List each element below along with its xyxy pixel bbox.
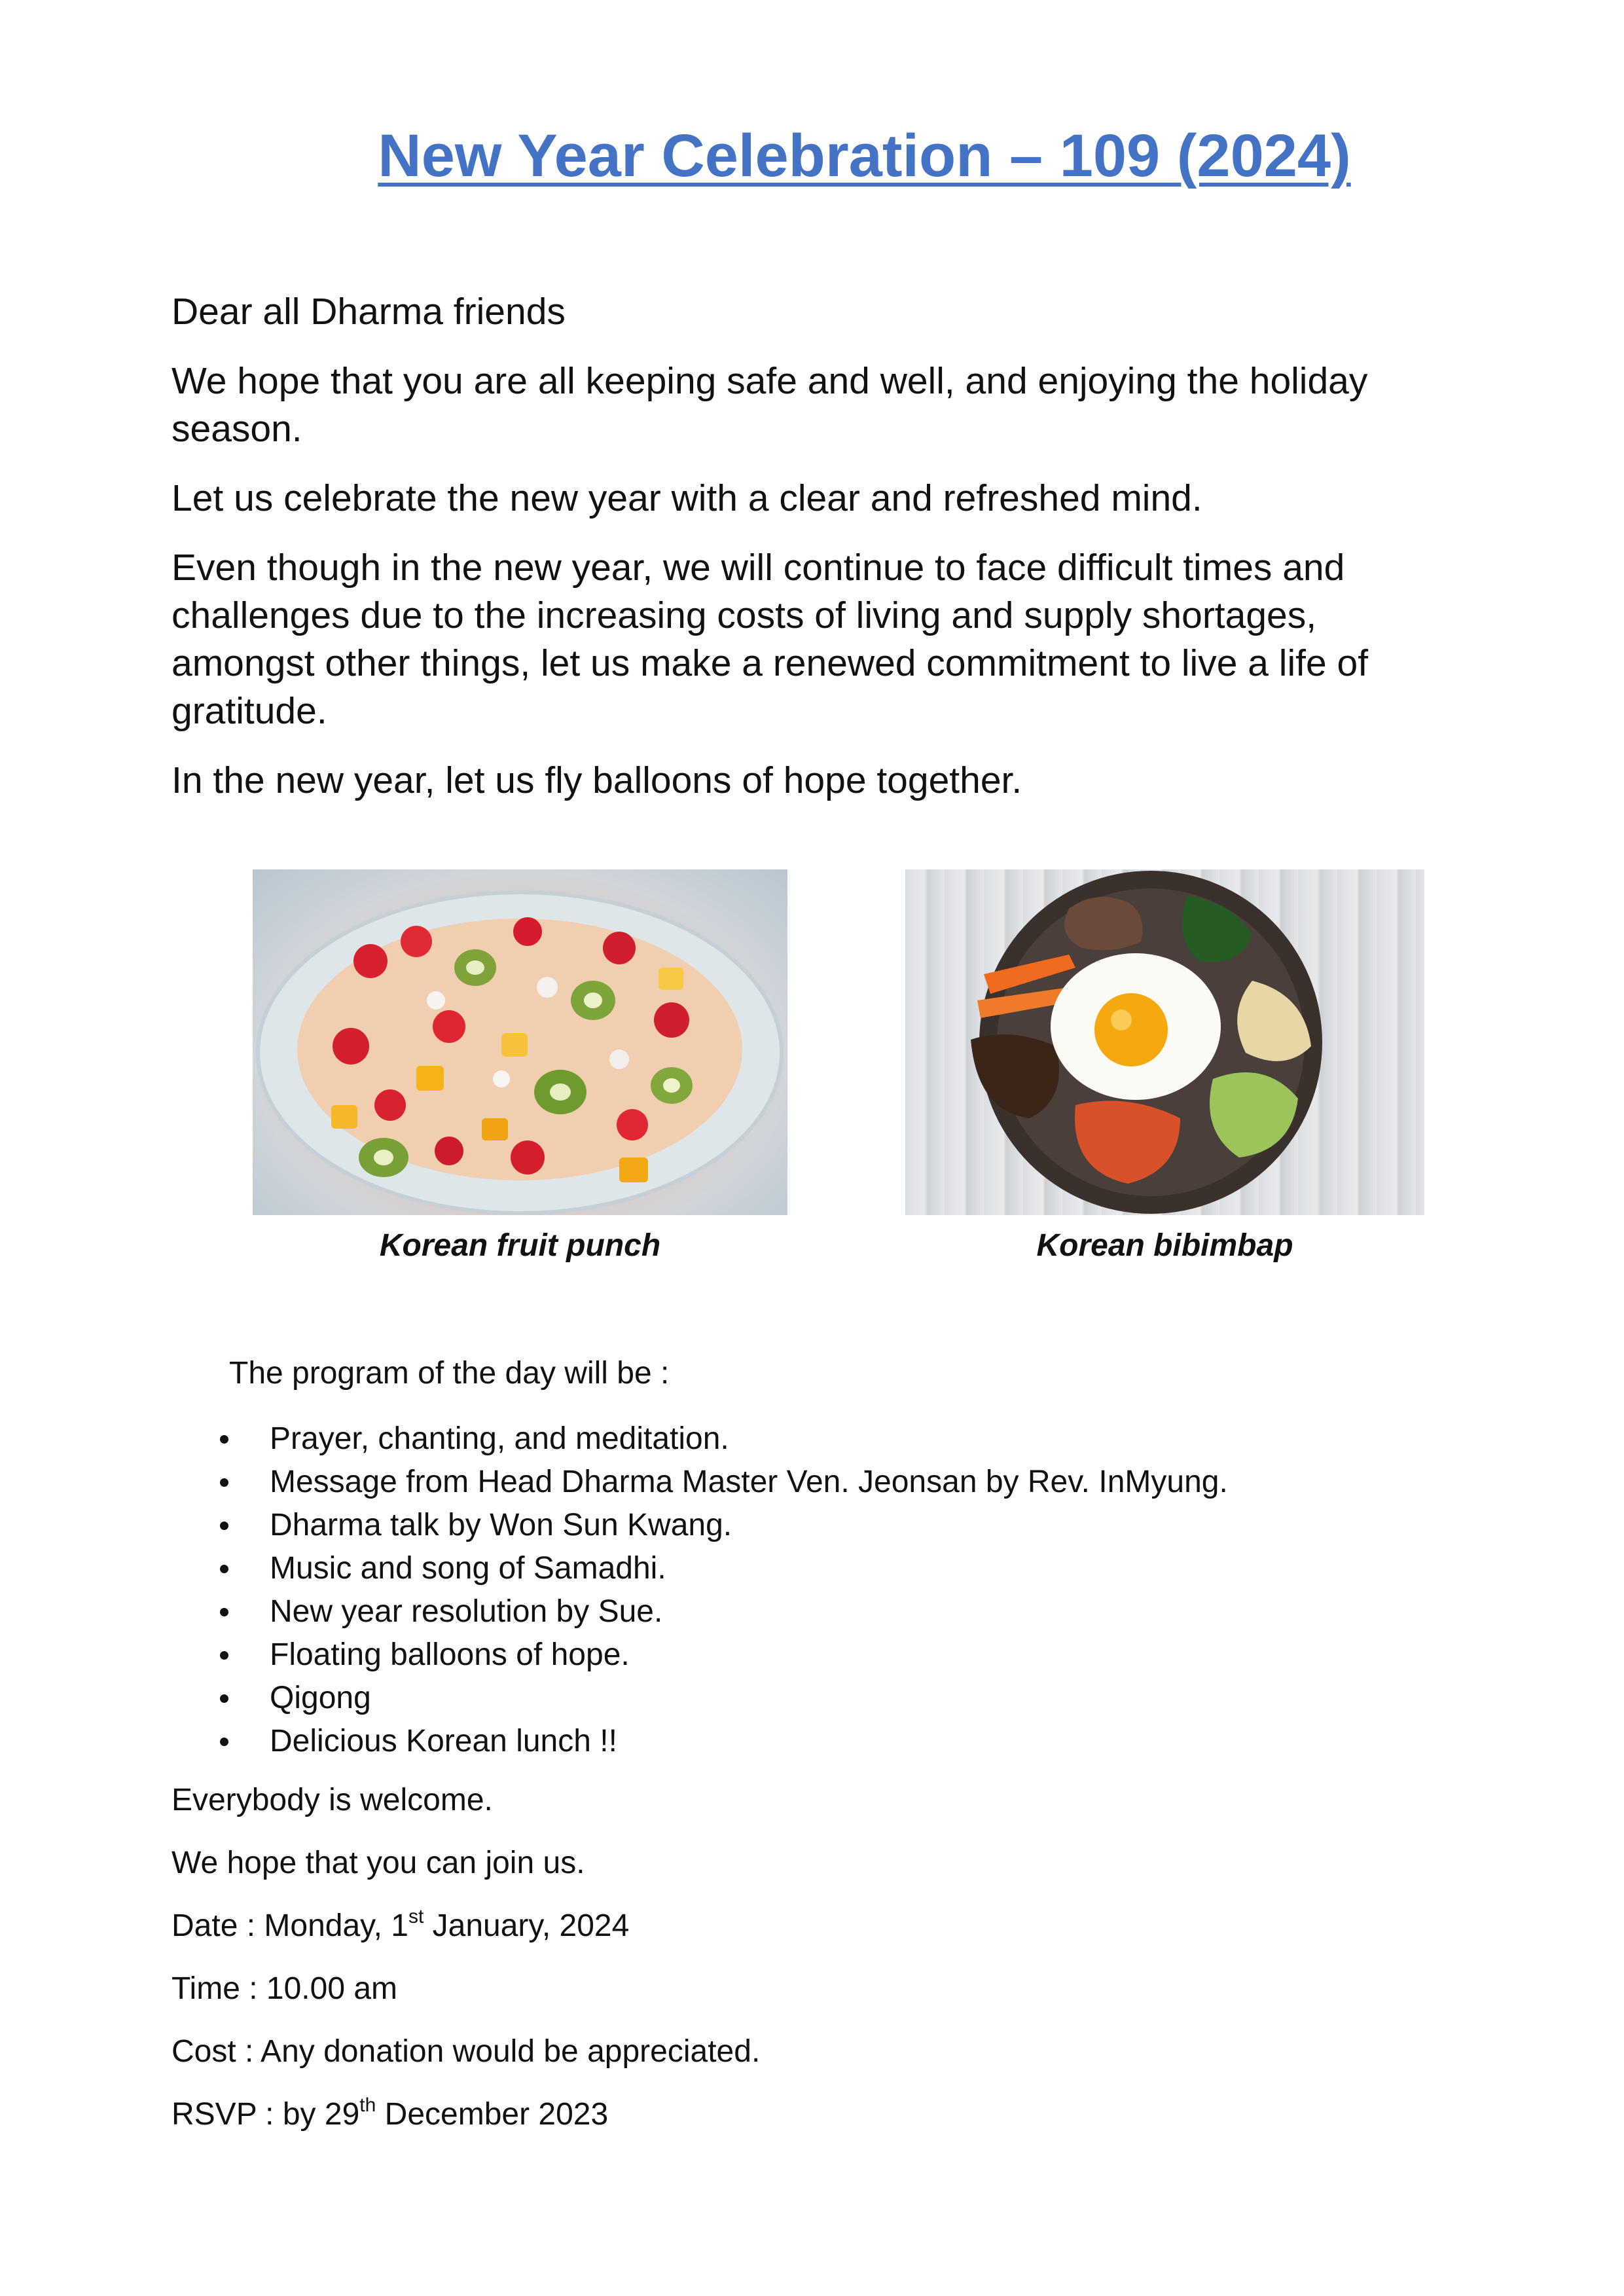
paragraph-commitment: Even though in the new year, we will continue to face difficult times and challenges due to the increasing costs of living and supply shortages, amongst other things, let us make a renewed commitment to live a life of gratitude. xyxy=(171,547,1369,732)
program-item-text: Music and song of Samadhi. xyxy=(270,1551,666,1586)
event-date xyxy=(171,1906,760,1969)
date-ordinal: st xyxy=(408,1906,424,1927)
paragraph-balloons: In the new year, let us fly balloons of hope together. xyxy=(171,759,1022,801)
event-cost: Cost : Any donation would be appreciated. xyxy=(171,2034,761,2069)
program-item xyxy=(216,1461,1228,1504)
program-item xyxy=(216,1547,1228,1590)
paragraph-wellbeing: We hope that you are all keeping safe and well, and enjoying the holiday season. xyxy=(171,360,1368,450)
event-details xyxy=(171,1781,760,2158)
bullet-icon xyxy=(220,1738,228,1746)
bullet-icon xyxy=(220,1565,228,1573)
program-intro: The program of the day will be : xyxy=(229,1356,670,1391)
program-item xyxy=(216,1590,1228,1633)
program-item xyxy=(216,1633,1228,1677)
rsvp-ordinal: th xyxy=(359,2094,376,2116)
bullet-icon xyxy=(220,1694,228,1703)
bullet-icon xyxy=(220,1478,228,1487)
program-item xyxy=(216,1504,1228,1547)
program-list xyxy=(216,1417,1228,1763)
program-item-text: Floating balloons of hope. xyxy=(270,1637,630,1672)
program-item-text: Dharma talk by Won Sun Kwang. xyxy=(270,1508,732,1542)
rsvp-rest: December 2023 xyxy=(376,2097,609,2132)
program-item-text: New year resolution by Sue. xyxy=(270,1594,663,1629)
bullet-icon xyxy=(220,1608,228,1616)
greeting: Dear all Dharma friends xyxy=(171,291,566,333)
join-line: We hope that you can join us. xyxy=(171,1846,585,1880)
program-item-text: Message from Head Dharma Master Ven. Jeonsan by Rev. InMyung. xyxy=(270,1465,1228,1499)
bullet-icon xyxy=(220,1435,228,1444)
paragraph-celebrate: Let us celebrate the new year with a clear and refreshed mind. xyxy=(171,477,1202,519)
page-title: New Year Celebration – 109 (2024) xyxy=(378,122,1351,189)
rsvp-label: RSVP : by 29 xyxy=(171,2097,360,2132)
date-rest: January, 2024 xyxy=(424,1908,630,1943)
bullet-icon xyxy=(220,1651,228,1660)
fruit-punch-illustration xyxy=(253,869,787,1215)
bibimbap-illustration xyxy=(905,869,1424,1215)
fried-egg xyxy=(1051,953,1221,1100)
welcome-line: Everybody is welcome. xyxy=(171,1783,493,1817)
program-item-text: Delicious Korean lunch !! xyxy=(270,1724,617,1758)
letter-body xyxy=(171,288,1454,826)
fruit-punch-caption: Korean fruit punch xyxy=(379,1228,661,1263)
program-item-text: Qigong xyxy=(270,1681,371,1715)
program-item xyxy=(216,1677,1228,1720)
fruit-punch-photo xyxy=(253,869,787,1215)
date-label: Date : Monday, 1 xyxy=(171,1908,408,1943)
program-item xyxy=(216,1720,1228,1763)
program-item xyxy=(216,1417,1228,1461)
event-rsvp xyxy=(171,2095,760,2158)
bibimbap-photo xyxy=(905,869,1424,1215)
bibimbap-caption: Korean bibimbap xyxy=(1036,1228,1293,1263)
program-item-text: Prayer, chanting, and meditation. xyxy=(270,1421,729,1456)
event-time: Time : 10.00 am xyxy=(171,1971,398,2006)
bullet-icon xyxy=(220,1522,228,1530)
